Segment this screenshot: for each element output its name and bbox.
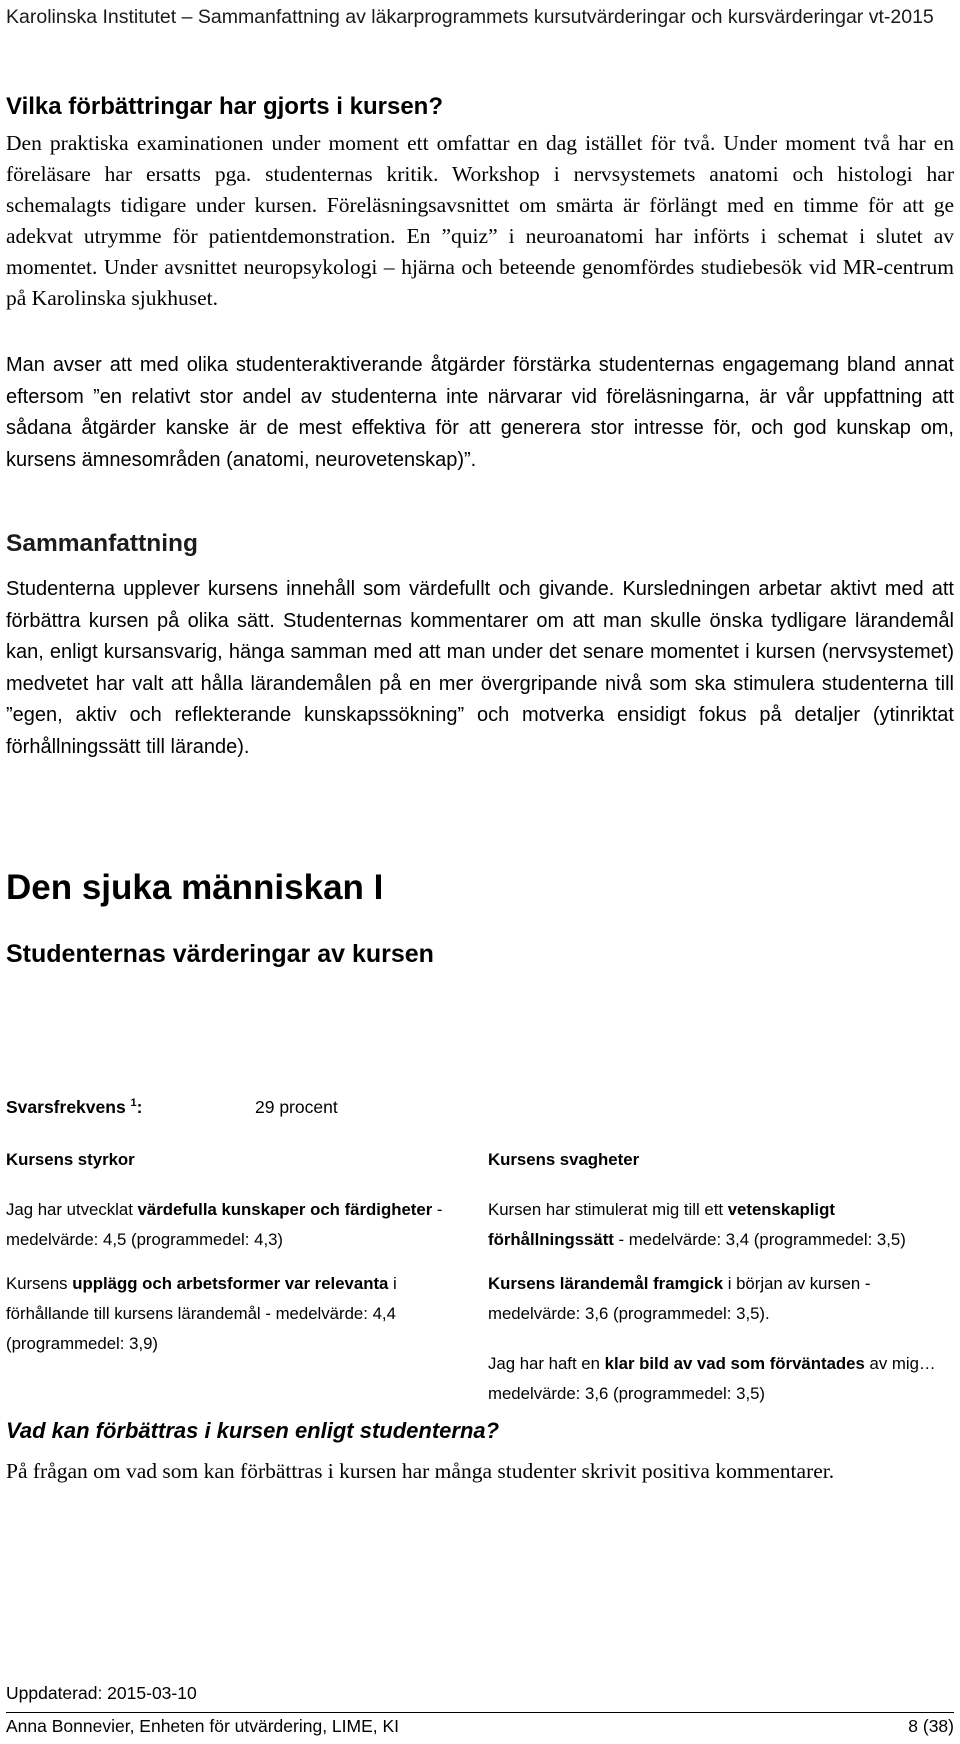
strength-item: Kursens upplägg och arbetsformer var relevanta i förhållande till kursens lärandemål - medelvärde: 4,4 (programmedel: 3,9) xyxy=(6,1274,397,1353)
weaknesses-column xyxy=(488,1145,950,1423)
footnote-marker: 1 xyxy=(130,1097,137,1110)
footer-page-number: 8 (38) xyxy=(908,1716,954,1736)
summary-paragraph: Studenterna upplever kursens innehåll som värdefullt och givande. Kursledningen arbetar aktivt med att förbättra kursen på olika sätt. Studenternas kommentarer om att man skulle önska tydligare lärandemål kan, enligt kursansvarig, hänga samman med att man under det senare momentet i kursen (nervsystemet) medvetet har valt att hålla lärandemålen på en mer övergripande nivå som ska stimulera studenterna till ”egen, aktiv och reflekterande kunskapssökning” och motverka ensidigt fokus på detaljer (ytinriktat förhållningssätt till lärande). xyxy=(6,578,954,758)
weakness-item: Kursen har stimulerat mig till ett vetenskapligt förhållningssätt - medelvärde: 3,4 (programmedel: 3,5) xyxy=(488,1200,906,1249)
footer-author: Anna Bonnevier, Enheten för utvärdering, LIME, KI xyxy=(6,1716,400,1736)
improvements-paragraph-2: Man avser att med olika studenteraktiverande åtgärder förstärka studenternas engagemang bland annat eftersom ”en relativt stor andel av studenterna inte närvarar vid föreläsningarna, är vår uppfattning att sådana åtgärder kanske är de mest effektiva för att generera stor intresse för, och god kunskap om, kursens ämnesområden (anatomi, neurovetenskap)”. xyxy=(6,354,954,471)
weaknesses-title: Kursens svagheter xyxy=(488,1150,640,1169)
footer-row xyxy=(6,1716,954,1737)
summary-heading: Sammanfattning xyxy=(6,530,198,557)
improvements-heading: Vilka förbättringar har gjorts i kursen? xyxy=(6,93,443,120)
strengths-column xyxy=(6,1145,446,1373)
response-rate-label: Svarsfrekvens $^1$: xyxy=(6,1097,143,1117)
student-improvements-paragraph: På frågan om vad som kan förbättras i kursen har många studenter skrivit positiva kommentarer. xyxy=(6,1459,835,1483)
course-subtitle: Studenternas värderingar av kursen xyxy=(6,940,434,968)
footer-updated: Uppdaterad: 2015-03-10 xyxy=(6,1683,197,1703)
course-title: Den sjuka människan I xyxy=(6,868,384,907)
weakness-item: Jag har haft en klar bild av vad som förväntades av mig… medelvärde: 3,6 (programmedel: 3,5) xyxy=(488,1354,936,1403)
improvements-paragraph-1: Den praktiska examinationen under moment ett omfattar en dag istället för två. Under moment två har en föreläsare har ersatts pga. studenternas kritik. Workshop i nervsystemets anatomi och histologi har schemalagts tidigare under kursen. Föreläsningsavsnittet om smärta är förlängt med en timme för att ge adekvat utrymme för patientdemonstration. En ”quiz” i neuroanatomi har införts i schemat i slutet av momentet. Under avsnittet neuropsykologi – hjärna och beteende genomfördes studiebesök vid MR-centrum på Karolinska sjukhuset. xyxy=(6,131,954,310)
strengths-title: Kursens styrkor xyxy=(6,1150,135,1169)
response-rate-value: 29 procent xyxy=(255,1097,338,1117)
footer-divider xyxy=(6,1712,954,1713)
weakness-item: Kursens lärandemål framgick i början av kursen - medelvärde: 3,6 (programmedel: 3,5). xyxy=(488,1274,871,1323)
running-header: Karolinska Institutet – Sammanfattning av läkarprogrammets kursutvärderingar och kursvärderingar vt-2015 xyxy=(6,6,934,28)
student-improvements-heading: Vad kan förbättras i kursen enligt studenterna? xyxy=(6,1418,500,1443)
strength-item: Jag har utvecklat värdefulla kunskaper och färdigheter - medelvärde: 4,5 (programmedel: 4,3) xyxy=(6,1200,443,1249)
